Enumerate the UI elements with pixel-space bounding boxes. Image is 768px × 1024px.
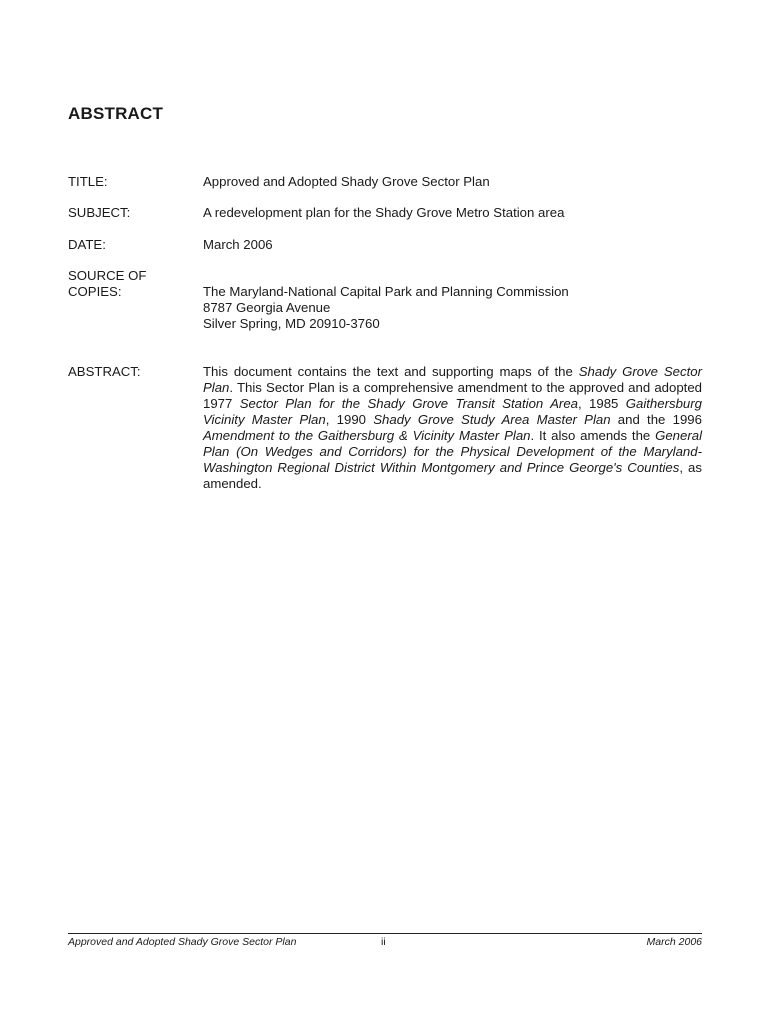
abstract-text-segment: . It also amends the — [530, 428, 656, 443]
subject-value: A redevelopment plan for the Shady Grove Metro Station area — [203, 205, 565, 220]
abstract-text-segment: , 1990 — [325, 412, 374, 427]
title-label: TITLE: — [68, 174, 108, 189]
abstract-text-segment: This document contains the text and supporting maps of the — [203, 364, 579, 379]
title-value: Approved and Adopted Shady Grove Sector Plan — [203, 174, 490, 189]
source-organization: The Maryland-National Capital Park and Planning Commission — [203, 284, 569, 299]
abstract-text-segment: . This Sector Plan is a comprehensive amendment to the approved and adopted 1977 — [203, 380, 702, 411]
page-heading: ABSTRACT — [68, 104, 164, 123]
abstract-plan-title: Sector Plan for the Shady Grove Transit Station Area — [239, 396, 578, 411]
abstract-text-segment: and the 1996 — [610, 412, 702, 427]
abstract-plan-title: Amendment to the Gaithersburg & Vicinity Master Plan — [203, 428, 531, 443]
abstract-text — [203, 364, 702, 492]
source-city: Silver Spring, MD 20910-3760 — [203, 316, 380, 331]
abstract-text-segment: , as amended. — [203, 460, 702, 491]
abstract-label: ABSTRACT: — [68, 364, 141, 379]
subject-label: SUBJECT: — [68, 205, 131, 220]
abstract-plan-title: Shady Grove Study Area Master Plan — [373, 412, 611, 427]
abstract-plan-title: General Plan (On Wedges and Corridors) for the Physical Development of the Maryland-Washington Regional District Within Montgomery and Prince George's Counties — [203, 428, 702, 475]
footer-date: March 2006 — [646, 936, 702, 948]
footer-divider — [68, 933, 702, 934]
source-label — [68, 268, 198, 300]
source-address — [203, 284, 702, 332]
source-street: 8787 Georgia Avenue — [203, 300, 331, 315]
source-label-line: SOURCE OF — [68, 268, 147, 283]
date-label: DATE: — [68, 237, 106, 252]
footer-document-title: Approved and Adopted Shady Grove Sector Plan — [68, 936, 297, 948]
abstract-text-segment: , 1985 — [578, 396, 626, 411]
abstract-plan-title: Shady Grove Sector Plan — [203, 364, 702, 395]
abstract-plan-title: Gaithersburg Vicinity Master Plan — [203, 396, 702, 427]
copies-label-line: COPIES: — [68, 284, 122, 299]
footer-page-number: ii — [381, 936, 386, 948]
date-value: March 2006 — [203, 237, 273, 252]
